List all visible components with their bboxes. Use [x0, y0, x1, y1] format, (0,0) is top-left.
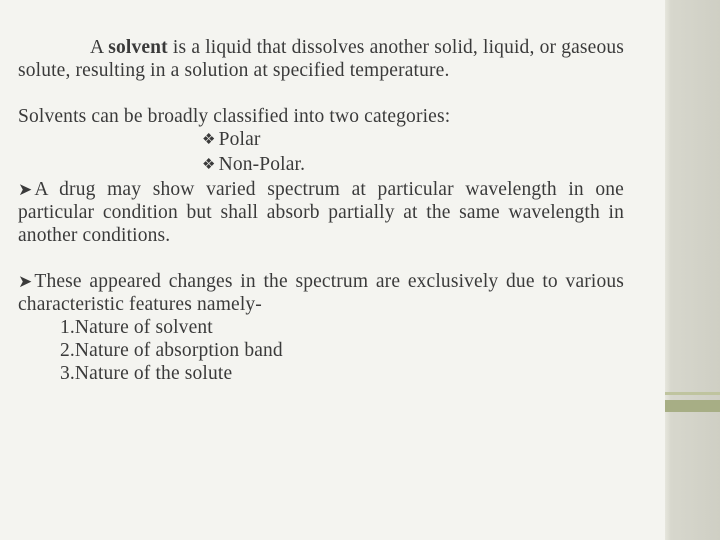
diamond-bullet-icon: ❖	[202, 132, 216, 148]
intro-rest: is a liquid that dissolves another solid, liquid, or gaseous solute, resulting in a solution at specified temperature.	[18, 37, 624, 81]
spacer	[18, 82, 624, 105]
sidebar-accent-band	[665, 400, 720, 412]
intro-term: solvent	[108, 37, 168, 58]
arrow-bullet-icon: ➤	[18, 180, 33, 199]
slide-sidebar	[665, 0, 720, 540]
bullet-point	[18, 178, 624, 247]
bullet-text: A drug may show varied spectrum at particular wavelength in one particular condition but shall absorb partially at the same wavelength in another conditions.	[18, 179, 624, 246]
feature-item: 2.Nature of absorption band	[60, 340, 283, 361]
feature-item: 3.Nature of the solute	[60, 363, 233, 384]
intro-paragraph	[18, 36, 624, 82]
arrow-bullet-icon: ➤	[18, 272, 33, 291]
diamond-bullet-icon: ❖	[202, 157, 216, 173]
slide-text	[18, 36, 624, 385]
classification-heading: Solvents can be broadly classified into two categories:	[18, 106, 451, 127]
feature-item: 1.Nature of solvent	[60, 317, 213, 338]
sidebar-accent-line	[665, 392, 720, 395]
category-label: Polar	[218, 129, 261, 150]
bullet-text: These appeared changes in the spectrum are exclusively due to various characteristic features namely-	[18, 271, 624, 315]
spacer	[18, 247, 624, 270]
category-item-polar	[18, 128, 624, 153]
category-item-non-polar	[18, 153, 624, 178]
category-label: Non-Polar.	[218, 154, 306, 175]
bullet-point	[18, 270, 624, 316]
intro-prefix: A	[90, 37, 109, 58]
